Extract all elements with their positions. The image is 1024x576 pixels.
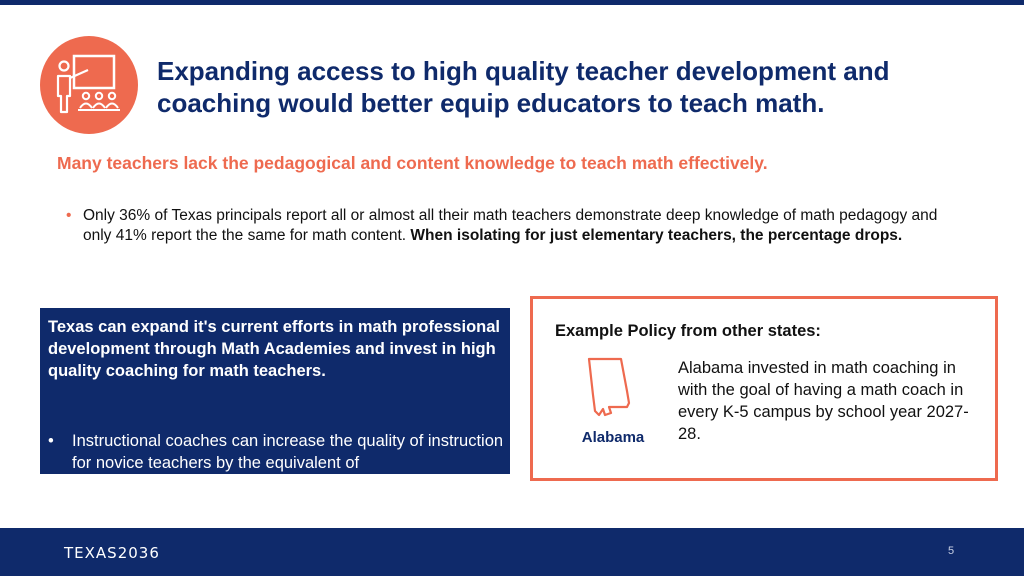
top-accent-bar xyxy=(0,0,1024,5)
recommendation-bullet-text: Instructional coaches can increase the quality of instruction for novice teachers by the equivalent of xyxy=(72,432,504,472)
bullet-dot: • xyxy=(66,207,72,224)
footer-bar xyxy=(0,528,1024,576)
teacher-presentation-icon xyxy=(40,36,138,134)
state-label: Alabama xyxy=(581,429,645,446)
example-policy-text: Alabama invested in math coaching in with the goal of having a math coach in every K-5 campus by school year 2027-28. xyxy=(678,359,969,443)
subtitle: Many teachers lack the pedagogical and content knowledge to teach math effectively. xyxy=(57,153,768,173)
main-bullet-plain: Only 36% of Texas principals report all or almost all their math teachers demonstrate deep knowledge of math pedagogy and only 41% report the the same for math content. xyxy=(83,207,938,244)
page-title: Expanding access to high quality teacher development and coaching would better equip educators to teach math. xyxy=(157,56,890,118)
page-number: 5 xyxy=(948,545,955,557)
main-bullet xyxy=(66,206,956,246)
recommendation-box xyxy=(40,308,510,474)
recommendation-heading: Texas can expand it's current efforts in math professional development through Math Academies and invest in high quality coaching for math teachers. xyxy=(48,318,500,380)
recommendation-bullet xyxy=(48,430,508,474)
example-policy-box xyxy=(530,296,998,481)
main-bullet-text xyxy=(83,206,956,246)
main-bullet-bold: When isolating for just elementary teachers, the percentage drops. xyxy=(410,227,903,244)
texas-2036-logo: TEXAS2036 xyxy=(64,544,160,562)
bullet-dot: • xyxy=(48,432,54,450)
alabama-map-icon xyxy=(581,355,643,432)
example-policy-heading: Example Policy from other states: xyxy=(555,322,821,340)
